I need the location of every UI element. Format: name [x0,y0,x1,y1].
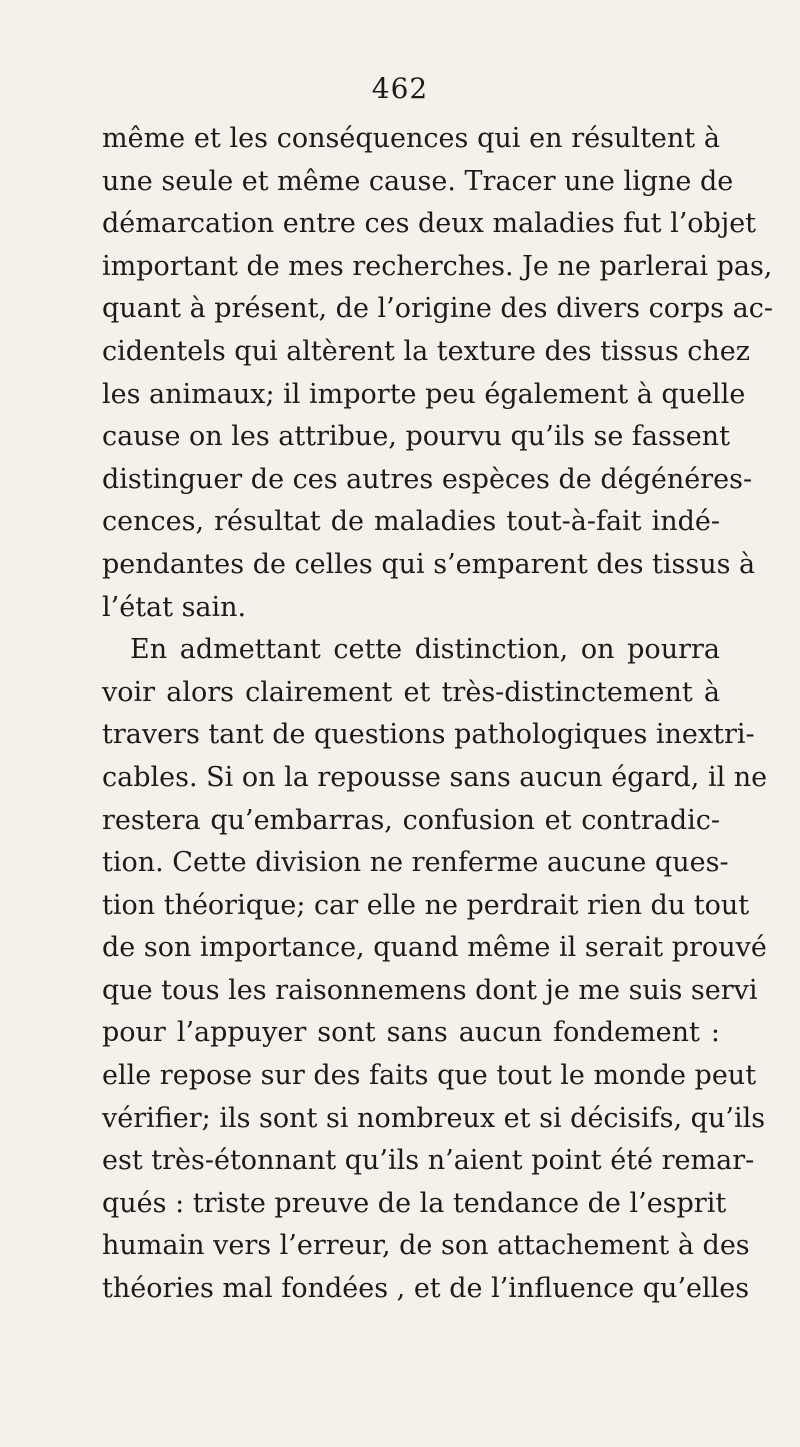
text-line: elle repose sur des faits que tout le monde peut [102,1060,757,1092]
text-line: qués : triste preuve de la tendance de l’esprit [102,1187,727,1219]
text-line: même et les conséquences qui en résultent à [102,123,720,154]
text-line: quant à présent, de l’origine des divers corps ac- [102,293,773,325]
text-line: que tous les raisonnemens dont je me suis servi [102,974,758,1006]
body-text [102,118,773,1311]
text-line: pendantes de celles qui s’emparent des tissus à [102,548,756,580]
paragraph [102,629,768,1311]
text-line: l’état sain. [102,591,247,623]
text-line: distinguer de ces autres espèces de dégénéres- [102,463,753,495]
text-line: restera qu’embarras, confusion et contradic- [102,804,720,836]
page-number: 462 [371,72,429,105]
text-line: théories mal fondées , et de l’influence qu’elles [102,1273,750,1305]
text-line: une seule et même cause. Tracer une ligne de [102,165,734,197]
text-line: pour l’appuyer sont sans aucun fondement : [102,1017,720,1049]
text-line: En admettant cette distinction, on pourra [130,634,720,666]
text-line: tion théorique; car elle ne perdrait rien du tout [102,889,750,921]
text-line: voir alors clairement et très-distinctement à [102,676,720,708]
text-line: est très-étonnant qu’ils n’aient point été remar- [102,1145,755,1177]
text-line: important de mes recherches. Je ne parlerai pas, [102,250,773,282]
text-line: tion. Cette division ne renferme aucune ques- [102,847,729,879]
text-line: vérifier; ils sont si nombreux et si décisifs, qu’ils [102,1102,766,1134]
text-line: humain vers l’erreur, de son attachement à des [102,1230,750,1262]
text-line: cause on les attribue, pourvu qu’ils se fassent [102,421,730,453]
text-line: cables. Si on la repousse sans aucun égard, il ne [102,761,768,793]
text-line: de son importance, quand même il serait prouvé [102,932,767,964]
text-line: travers tant de questions pathologiques inextri- [102,719,755,751]
text-line: cidentels qui altèrent la texture des tissus chez [102,335,750,367]
text-line: démarcation entre ces deux maladies fut l’objet [102,208,757,240]
paragraph [102,118,773,629]
text-line: les animaux; il importe peu également à quelle [102,378,746,410]
text-line: cences, résultat de maladies tout-à-fait indé- [102,506,720,538]
